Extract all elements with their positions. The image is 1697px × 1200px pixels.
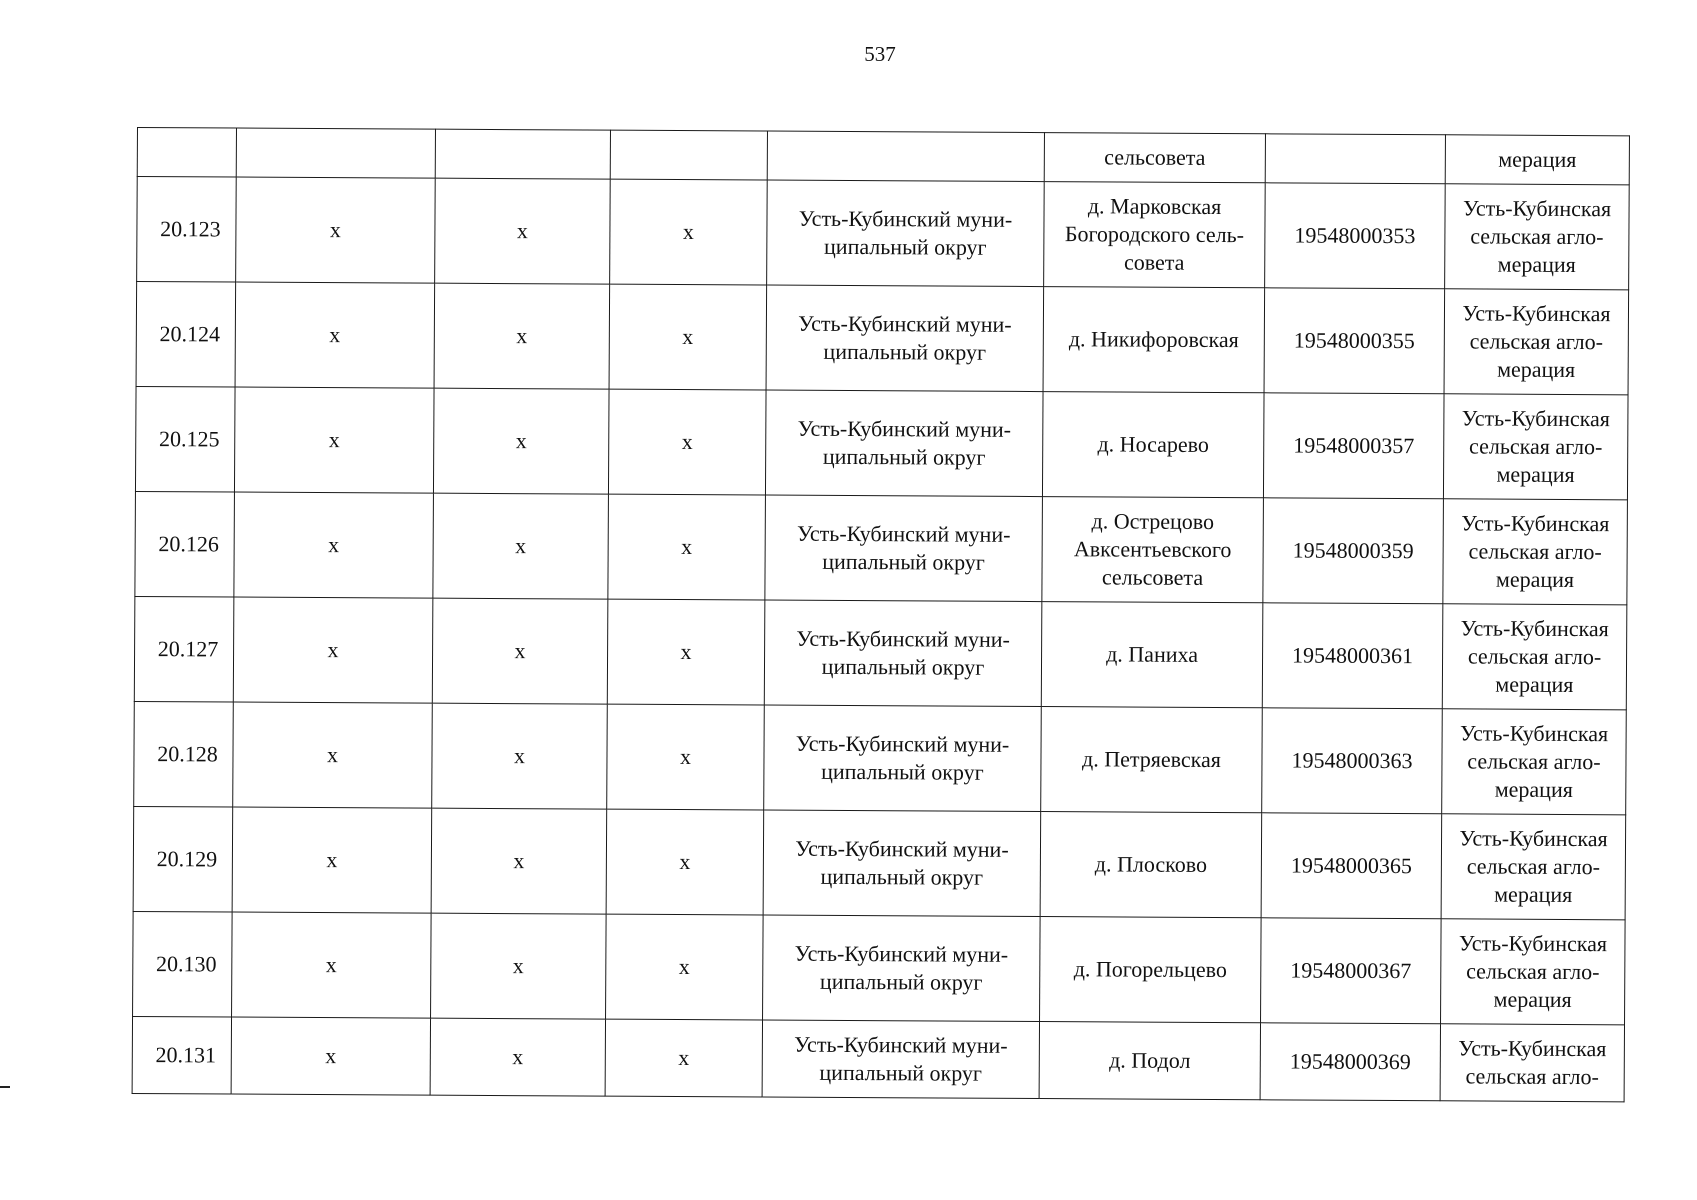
x-cell-1-text: х: [325, 1043, 337, 1069]
agglomeration-cell-text: Усть-Кубинская сельская агло- мерация: [1460, 615, 1609, 698]
row-number-cell: [137, 177, 237, 283]
table-row: [137, 177, 1630, 290]
x-cell-2-text: х: [516, 323, 528, 349]
settlement-cell: [1042, 392, 1264, 498]
x-cell-3: [607, 599, 765, 705]
x-cell-3-text: х: [680, 639, 692, 665]
row-number-cell-text: 20.124: [159, 321, 221, 347]
row-number-cell-text: 20.125: [158, 426, 220, 452]
x-cell-2-text: х: [515, 533, 527, 559]
x-cell-2-text: х: [516, 218, 528, 244]
oktmo-code-cell-text: 19548000365: [1290, 852, 1412, 879]
x-cell-1-text: х: [328, 532, 340, 558]
district-cell-text: Усть-Кубинский муни- ципальный округ: [797, 415, 1012, 470]
x-cell-3-text: х: [682, 219, 694, 245]
row-number-cell-text: 20.129: [156, 846, 218, 872]
header-cell-district: [767, 131, 1044, 182]
x-cell-1-text: х: [329, 217, 341, 243]
table-row: [133, 806, 1626, 919]
agglomeration-cell: [1442, 709, 1627, 815]
header-cell-settlement: сельсовета: [1044, 133, 1265, 183]
header-cell-col1: [236, 128, 435, 178]
x-cell-2-text: х: [512, 1044, 524, 1070]
row-number-cell-text: 20.127: [157, 636, 219, 662]
agglomeration-cell-text: Усть-Кубинская сельская агло- мерация: [1459, 720, 1609, 803]
agglomeration-cell: [1441, 919, 1626, 1025]
district-cell-text: Усть-Кубинский муни- ципальный округ: [795, 835, 1009, 890]
x-cell-1-text: х: [329, 322, 341, 348]
table-body: [132, 128, 1629, 1102]
settlement-cell: [1044, 182, 1266, 288]
oktmo-code-cell: [1264, 288, 1445, 394]
x-cell-3: [608, 389, 766, 495]
district-cell-text: Усть-Кубинский муни- ципальный округ: [798, 205, 1013, 260]
x-cell-2-text: х: [512, 953, 524, 979]
x-cell-2: [433, 388, 609, 494]
agglomeration-cell-text: Усть-Кубинская сельская агло- мерация: [1462, 300, 1611, 383]
header-cell-col3: [610, 130, 767, 180]
row-number-cell: [135, 491, 235, 597]
oktmo-code-cell-text: 19548000363: [1291, 747, 1413, 774]
row-number-cell-text: 20.123: [160, 216, 221, 242]
settlement-cell: [1041, 602, 1263, 708]
oktmo-code-cell-text: 19548000369: [1289, 1048, 1411, 1075]
settlement-cell-text: д. Носарево: [1097, 431, 1210, 457]
oktmo-code-cell-text: 19548000355: [1293, 327, 1415, 354]
x-cell-1: [234, 387, 434, 493]
x-cell-3: [610, 179, 768, 285]
settlement-cell: [1039, 1022, 1260, 1100]
x-cell-1: [235, 282, 435, 388]
row-number-cell: [133, 806, 233, 912]
oktmo-code-cell-text: 19548000359: [1292, 537, 1414, 564]
district-cell: [764, 600, 1042, 707]
agglomeration-cell: [1443, 499, 1628, 605]
oktmo-code-cell-text: 19548000353: [1294, 222, 1416, 249]
row-number-cell-text: 20.128: [157, 741, 218, 767]
settlement-cell-text: д. Марковская Богородского сель- совета: [1064, 193, 1245, 275]
agglomeration-cell: [1443, 394, 1628, 500]
agglomeration-cell-text: Усть-Кубинская сельская агло- мерация: [1462, 195, 1612, 278]
table-row: [132, 1016, 1624, 1101]
x-cell-1: [233, 597, 433, 703]
oktmo-code-cell: [1262, 603, 1443, 709]
settlement-cell-text: д. Паниха: [1106, 641, 1199, 667]
district-cell: [766, 285, 1044, 392]
oktmo-code-cell-text: 19548000357: [1293, 432, 1415, 459]
x-cell-1: [231, 1017, 430, 1095]
agglomeration-cell-text: Усть-Кубинская сельская агло-: [1458, 1035, 1607, 1090]
x-cell-3-text: х: [678, 1045, 690, 1071]
x-cell-1-text: х: [326, 847, 338, 873]
x-cell-2-text: х: [513, 743, 526, 769]
x-cell-3: [609, 284, 767, 390]
row-number-cell: [134, 596, 234, 702]
x-cell-1: [233, 702, 433, 808]
x-cell-2: [435, 178, 611, 284]
x-cell-2-text: х: [515, 428, 527, 454]
header-cell-number: [137, 128, 236, 178]
row-number-cell-text: 20.130: [156, 951, 217, 977]
x-cell-3: [606, 809, 764, 915]
table-row: [133, 911, 1626, 1024]
x-cell-2-text: х: [513, 848, 525, 874]
x-cell-2: [430, 1018, 605, 1096]
settlement-cell-text: д. Острецово Авксентьевского сельсовета: [1073, 508, 1232, 590]
x-cell-2: [432, 703, 608, 809]
x-cell-3-text: х: [681, 534, 693, 560]
x-cell-2: [431, 913, 607, 1019]
settlements-table: [132, 127, 1630, 1102]
table-row: [135, 386, 1628, 499]
header-cell-agglomeration: мерация: [1445, 135, 1629, 185]
district-cell: [763, 810, 1041, 917]
district-cell-text: Усть-Кубинский муни- ципальный округ: [795, 730, 1010, 785]
settlement-cell-text: д. Плосково: [1094, 851, 1208, 877]
agglomeration-cell-text: Усть-Кубинская сельская агло- мерация: [1458, 930, 1608, 1013]
district-cell: [765, 495, 1043, 602]
table-row: [135, 491, 1628, 604]
x-cell-1: [232, 807, 432, 913]
settlement-cell-text: д. Никифоровская: [1068, 326, 1239, 353]
x-cell-2: [431, 808, 607, 914]
row-number-cell-text: 20.131: [155, 1042, 217, 1068]
district-cell-text: Усть-Кубинский муни- ципальный округ: [794, 1031, 1008, 1086]
x-cell-3-text: х: [682, 324, 694, 350]
header-cell-col2: [435, 129, 610, 179]
settlement-cell: [1043, 287, 1265, 393]
row-number-cell: [135, 386, 235, 492]
x-cell-3-text: х: [678, 954, 690, 980]
table-row: [134, 596, 1627, 709]
x-cell-1-text: х: [325, 952, 337, 978]
oktmo-code-cell: [1263, 498, 1444, 604]
agglomeration-cell-text: Усть-Кубинская сельская агло- мерация: [1459, 825, 1608, 908]
settlement-cell-text: д. Погорельцево: [1073, 956, 1227, 983]
page-number: 537: [864, 42, 896, 66]
district-cell: [764, 705, 1042, 812]
x-cell-3-text: х: [679, 849, 691, 875]
oktmo-code-cell: [1262, 708, 1443, 814]
row-number-cell: [133, 911, 233, 1017]
x-cell-3-text: х: [679, 744, 692, 770]
x-cell-3: [605, 1019, 762, 1097]
district-cell: [765, 390, 1043, 497]
agglomeration-cell: [1445, 184, 1630, 290]
oktmo-code-cell: [1265, 183, 1446, 289]
x-cell-2: [434, 283, 610, 389]
x-cell-1: [232, 912, 432, 1018]
settlement-cell-text: д. Петряевская: [1081, 746, 1221, 773]
x-cell-2: [433, 493, 609, 599]
x-cell-1-text: х: [327, 637, 339, 663]
agglomeration-cell: [1441, 814, 1626, 920]
oktmo-code-cell: [1263, 393, 1444, 499]
oktmo-code-cell: [1261, 813, 1442, 919]
district-cell: [763, 915, 1041, 1022]
table-header-continuation-row: [137, 128, 1629, 185]
x-cell-3-text: х: [681, 429, 693, 455]
agglomeration-cell-text: Усть-Кубинская сельская агло- мерация: [1461, 405, 1611, 488]
x-cell-3: [607, 704, 765, 810]
table-row: [136, 282, 1629, 395]
oktmo-code-cell-text: 19548000367: [1290, 957, 1412, 984]
margin-mark: [0, 1086, 10, 1088]
district-cell: [767, 180, 1045, 287]
settlement-cell: [1041, 707, 1263, 813]
x-cell-1-text: х: [328, 427, 340, 453]
header-cell-code: [1265, 134, 1445, 184]
settlement-cell: [1042, 497, 1264, 603]
x-cell-2: [432, 598, 608, 704]
oktmo-code-cell: [1261, 918, 1442, 1024]
settlement-cell: [1040, 917, 1262, 1023]
settlement-cell: [1040, 812, 1262, 918]
x-cell-1: [234, 492, 434, 598]
agglomeration-cell: [1442, 604, 1627, 710]
district-cell: [762, 1020, 1039, 1099]
agglomeration-cell-text: Усть-Кубинская сельская агло- мерация: [1461, 510, 1610, 593]
agglomeration-cell: [1444, 289, 1629, 395]
x-cell-1: [236, 177, 436, 283]
row-number-cell: [136, 282, 236, 388]
oktmo-code-cell: [1260, 1023, 1440, 1101]
x-cell-3: [608, 494, 766, 600]
row-number-cell-text: 20.126: [158, 531, 219, 557]
district-cell-text: Усть-Кубинский муни- ципальный округ: [794, 940, 1009, 995]
district-cell-text: Усть-Кубинский муни- ципальный округ: [796, 625, 1010, 680]
district-cell-text: Усть-Кубинский муни- ципальный округ: [796, 520, 1011, 575]
agglomeration-cell: [1440, 1024, 1624, 1102]
row-number-cell: [134, 701, 234, 807]
x-cell-3: [606, 914, 764, 1020]
settlement-cell-text: д. Подол: [1109, 1047, 1191, 1073]
x-cell-1-text: х: [326, 742, 339, 768]
table-row: [134, 701, 1627, 814]
oktmo-code-cell-text: 19548000361: [1291, 642, 1414, 669]
district-cell-text: Усть-Кубинский муни- ципальный округ: [798, 310, 1012, 365]
row-number-cell: [132, 1016, 231, 1094]
x-cell-2-text: х: [514, 638, 526, 664]
